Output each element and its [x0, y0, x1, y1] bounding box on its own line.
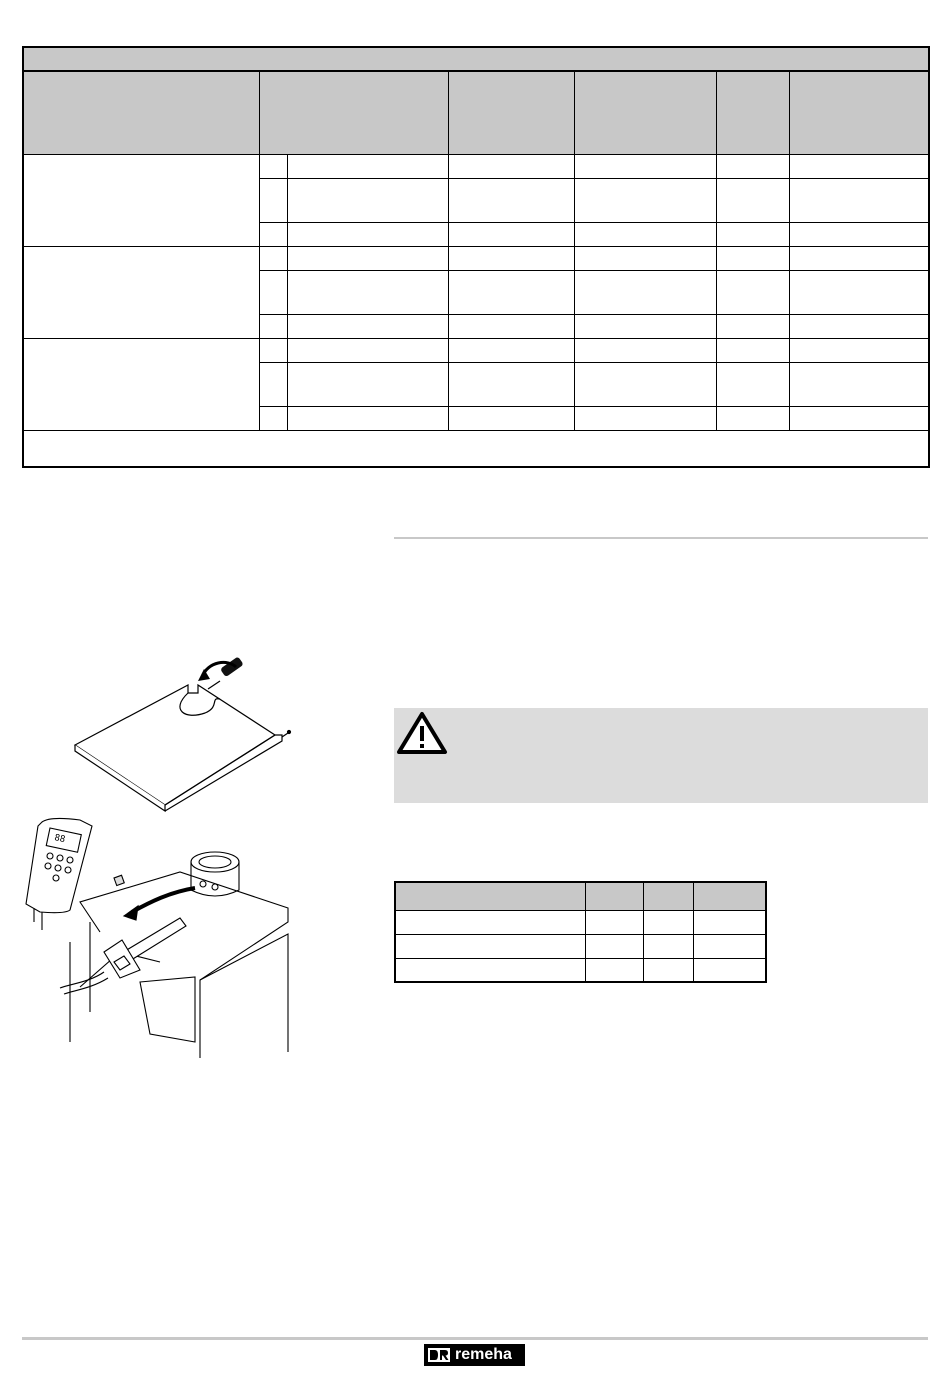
- values-table: [394, 881, 767, 983]
- warning-box: [394, 708, 928, 803]
- cell: [643, 958, 693, 982]
- cell: [574, 338, 716, 362]
- cell: [585, 910, 643, 934]
- header-cell: [574, 71, 716, 154]
- cell: [789, 406, 929, 430]
- index-cell: [259, 222, 287, 246]
- warning-triangle-icon: [396, 711, 448, 755]
- cell: [716, 338, 789, 362]
- cell: [448, 178, 574, 222]
- cell: [574, 178, 716, 222]
- flue-gas-analyser-icon: [26, 818, 92, 930]
- header-cell: [448, 71, 574, 154]
- cell: [574, 246, 716, 270]
- table-row: [395, 910, 766, 934]
- footnote-cell: [23, 430, 929, 467]
- cell: [287, 314, 448, 338]
- cell: [574, 154, 716, 178]
- cell: [574, 314, 716, 338]
- cell: [287, 154, 448, 178]
- footer-divider: [22, 1337, 928, 1340]
- table-row: [23, 246, 929, 270]
- table-row: [23, 338, 929, 362]
- cell: [789, 270, 929, 314]
- cell: [287, 406, 448, 430]
- header-cell: [643, 882, 693, 910]
- header-cell: [23, 71, 259, 154]
- cell: [716, 314, 789, 338]
- cell: [448, 222, 574, 246]
- cell: [585, 958, 643, 982]
- cell: [693, 934, 766, 958]
- cell: [448, 154, 574, 178]
- table-title-cell: [23, 47, 929, 71]
- index-cell: [259, 154, 287, 178]
- table-title-row: [23, 47, 929, 71]
- index-cell: [259, 246, 287, 270]
- screwdriver-icon: [198, 656, 244, 689]
- index-cell: [259, 362, 287, 406]
- table-header-row: [23, 71, 929, 154]
- remeha-logo-mark-icon: [428, 1348, 450, 1362]
- cell: [716, 362, 789, 406]
- flue-gas-measurement-illustration: [20, 812, 295, 1067]
- table-footnote-row: [23, 430, 929, 467]
- cell: [789, 314, 929, 338]
- cell: [716, 154, 789, 178]
- panel-removal-illustration: [70, 655, 300, 815]
- cell: [287, 270, 448, 314]
- cell: [395, 958, 585, 982]
- table-row: [395, 958, 766, 982]
- cell: [448, 406, 574, 430]
- header-cell: [693, 882, 766, 910]
- settings-table: [22, 46, 930, 468]
- cell: [716, 246, 789, 270]
- table-row: [395, 934, 766, 958]
- header-cell: [395, 882, 585, 910]
- cell: [287, 338, 448, 362]
- group-cell: [23, 154, 259, 246]
- cell: [716, 222, 789, 246]
- cell: [585, 934, 643, 958]
- table-header-row: [395, 882, 766, 910]
- header-cell: [716, 71, 789, 154]
- remeha-logo: [424, 1344, 525, 1366]
- probe-icon: [60, 918, 186, 994]
- section-divider: [394, 537, 928, 539]
- cell: [448, 338, 574, 362]
- cell: [287, 246, 448, 270]
- brand-name: remeha: [455, 1346, 512, 1363]
- cell: [716, 270, 789, 314]
- header-cell: [259, 71, 448, 154]
- cell: [789, 222, 929, 246]
- cell: [643, 934, 693, 958]
- cell: [789, 154, 929, 178]
- index-cell: [259, 178, 287, 222]
- index-cell: [259, 270, 287, 314]
- cell: [287, 222, 448, 246]
- index-cell: [259, 338, 287, 362]
- cell: [693, 910, 766, 934]
- header-cell: [585, 882, 643, 910]
- group-cell: [23, 246, 259, 338]
- cell: [574, 222, 716, 246]
- cell: [574, 270, 716, 314]
- cell: [789, 246, 929, 270]
- table-row: [23, 154, 929, 178]
- cell: [789, 362, 929, 406]
- cell: [448, 362, 574, 406]
- cell: [643, 910, 693, 934]
- cell: [287, 362, 448, 406]
- cell: [448, 270, 574, 314]
- cell: [287, 178, 448, 222]
- cell: [789, 338, 929, 362]
- cell: [716, 406, 789, 430]
- index-cell: [259, 406, 287, 430]
- cell: [395, 934, 585, 958]
- cell: [716, 178, 789, 222]
- cell: [574, 406, 716, 430]
- cell: [448, 246, 574, 270]
- cell: [789, 178, 929, 222]
- group-cell: [23, 338, 259, 430]
- cell: [448, 314, 574, 338]
- cell: [574, 362, 716, 406]
- index-cell: [259, 314, 287, 338]
- cell: [693, 958, 766, 982]
- cell: [395, 910, 585, 934]
- header-cell: [789, 71, 929, 154]
- svg-text:88: 88: [53, 833, 67, 846]
